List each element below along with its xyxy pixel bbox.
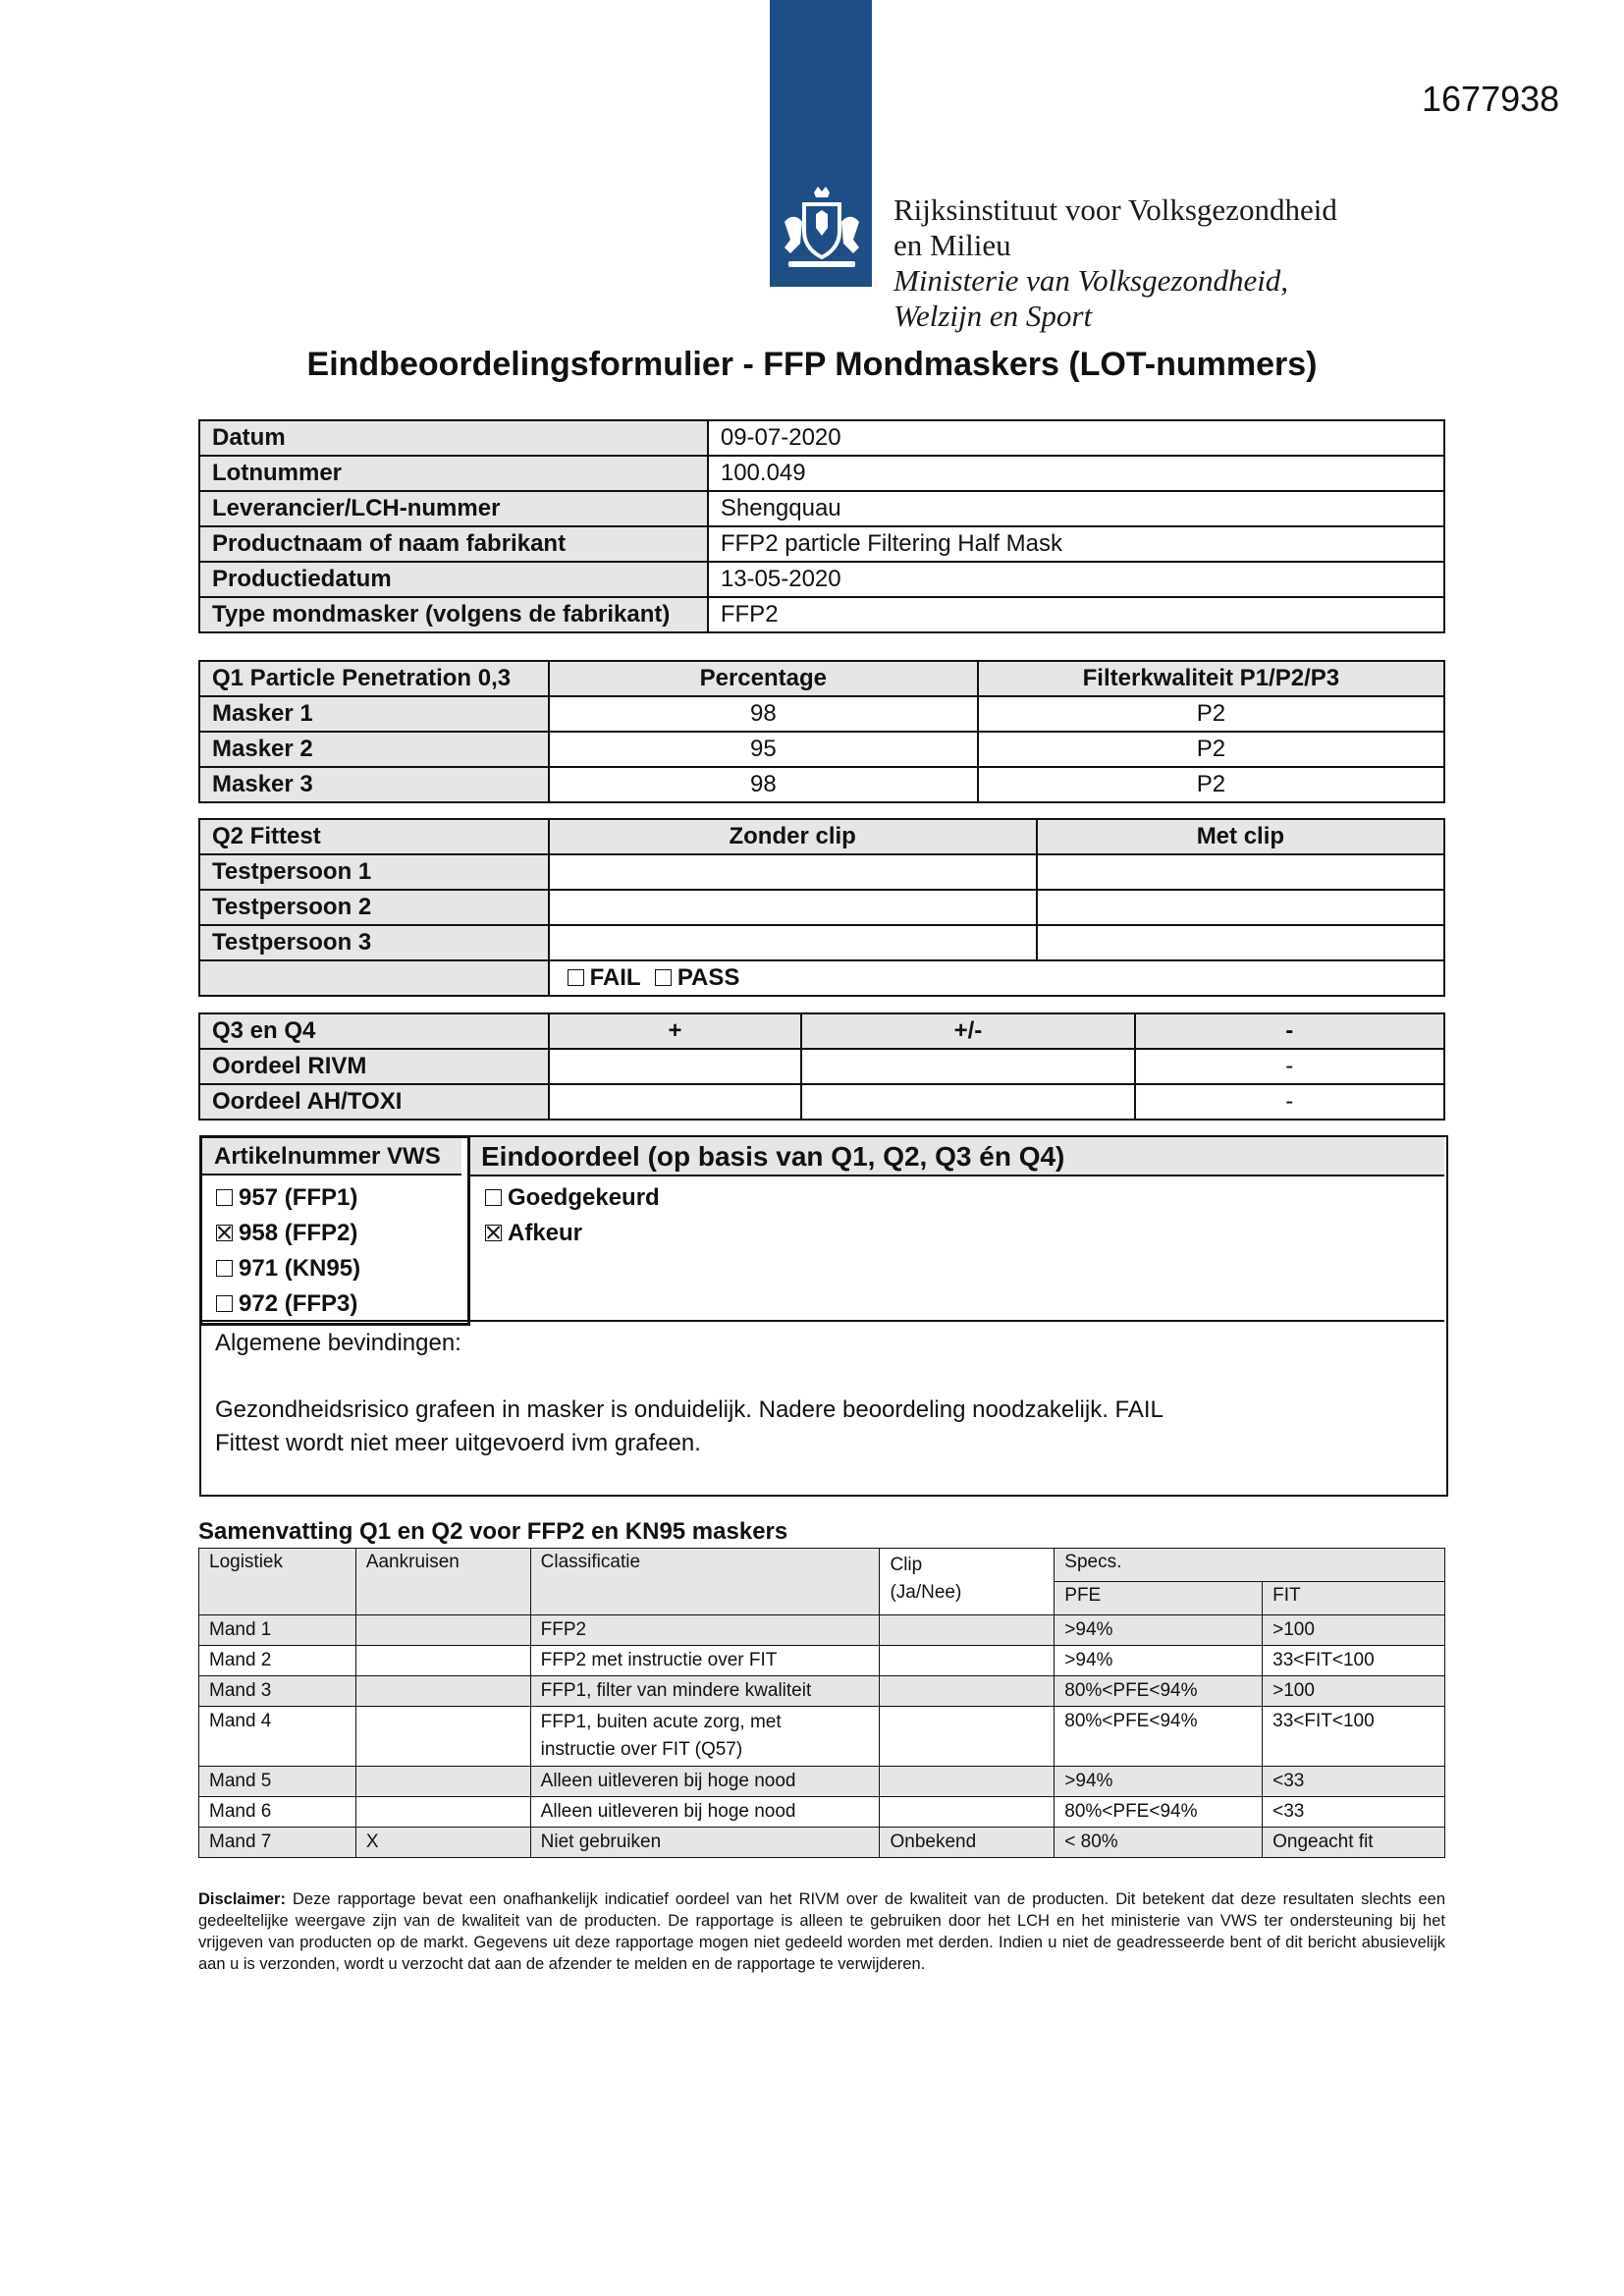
- org-name-line: en Milieu: [893, 228, 1011, 262]
- plus-cell[interactable]: [549, 1084, 802, 1120]
- info-value: 09-07-2020: [708, 420, 1444, 456]
- filter-quality-value: P2: [978, 732, 1444, 767]
- zonder-clip-cell[interactable]: [549, 925, 1037, 960]
- checkbox-icon: [216, 1189, 233, 1206]
- table-row: Mand 5 Alleen uitleveren bij hoge nood >94% <33: [199, 1767, 1445, 1797]
- coat-of-arms-icon: [775, 183, 869, 277]
- testpersoon-label: Testpersoon 1: [199, 854, 549, 890]
- info-value: FFP2 particle Filtering Half Mask: [708, 526, 1444, 562]
- artikelnummer-header: Artikelnummer VWS: [202, 1138, 461, 1175]
- summary-header: Specs.: [1055, 1549, 1445, 1582]
- info-label: Productnaam of naam fabrikant: [199, 526, 708, 562]
- q3-header: Q3 en Q4: [199, 1013, 549, 1049]
- table-row: Mand 1 FFP2 >94% >100: [199, 1615, 1445, 1646]
- checkbox-icon: [485, 1189, 502, 1206]
- info-value: 13-05-2020: [708, 562, 1444, 597]
- percentage-value: 98: [549, 767, 978, 802]
- artikel-option[interactable]: 971 (KN95): [216, 1255, 360, 1283]
- summary-header: PFE: [1055, 1582, 1263, 1615]
- met-clip-cell[interactable]: [1037, 890, 1444, 925]
- checkbox-icon: [216, 1295, 233, 1312]
- summary-header: FIT: [1263, 1582, 1445, 1615]
- q1-header: Q1 Particle Penetration 0,3: [199, 661, 549, 696]
- table-row: Mand 6 Alleen uitleveren bij hoge nood 80%<PFE<94% <33: [199, 1797, 1445, 1828]
- masker-label: Masker 1: [199, 696, 549, 732]
- q2-header: Met clip: [1037, 819, 1444, 854]
- info-label: Productiedatum: [199, 562, 708, 597]
- info-label: Datum: [199, 420, 708, 456]
- table-row: [199, 696, 1444, 732]
- fail-pass-options: [549, 960, 1444, 996]
- info-row: [199, 420, 1444, 456]
- testpersoon-label: Testpersoon 2: [199, 890, 549, 925]
- met-clip-cell[interactable]: [1037, 925, 1444, 960]
- q1-particle-table: [198, 660, 1445, 803]
- divider: [199, 1320, 1444, 1322]
- masker-label: Masker 2: [199, 732, 549, 767]
- summary-header: Logistiek: [199, 1549, 356, 1615]
- bevindingen-label: Algemene bevindingen:: [215, 1330, 461, 1356]
- filter-quality-value: P2: [978, 696, 1444, 732]
- q2-header: Zonder clip: [549, 819, 1037, 854]
- testpersoon-label: Testpersoon 3: [199, 925, 549, 960]
- eindoordeel-option[interactable]: Afkeur: [485, 1220, 582, 1247]
- table-row: [199, 854, 1444, 890]
- checkbox-icon: [216, 1260, 233, 1277]
- info-row: [199, 491, 1444, 526]
- met-clip-cell[interactable]: [1037, 854, 1444, 890]
- artikel-option[interactable]: 972 (FFP3): [216, 1290, 357, 1318]
- pass-label: PASS: [677, 964, 740, 991]
- info-value: FFP2: [708, 597, 1444, 632]
- table-row: [199, 732, 1444, 767]
- fail-label: FAIL: [589, 964, 641, 991]
- disclaimer: [198, 1888, 1445, 1975]
- table-row: [199, 890, 1444, 925]
- filter-quality-value: P2: [978, 767, 1444, 802]
- eindoordeel-header: Eindoordeel (op basis van Q1, Q2, Q3 én Q4): [467, 1137, 1444, 1176]
- product-info-table: [198, 419, 1445, 633]
- summary-table: [198, 1548, 1445, 1858]
- disclaimer-label: Disclaimer:: [198, 1890, 286, 1908]
- info-row: [199, 597, 1444, 632]
- zonder-clip-cell[interactable]: [549, 854, 1037, 890]
- checked-checkbox-icon: [216, 1225, 233, 1241]
- info-value: 100.049: [708, 456, 1444, 491]
- plusminus-cell[interactable]: [801, 1084, 1134, 1120]
- q3-header: +: [549, 1013, 802, 1049]
- q2-fittest-table: [198, 818, 1445, 997]
- summary-header: Clip (Ja/Nee): [880, 1549, 1055, 1615]
- table-row: [199, 960, 1444, 996]
- org-name-line: Rijksinstituut voor Volksgezondheid: [893, 192, 1337, 227]
- summary-header: Aankruisen: [355, 1549, 530, 1615]
- eindoordeel-option[interactable]: Goedgekeurd: [485, 1184, 660, 1212]
- artikel-option[interactable]: 957 (FFP1): [216, 1184, 357, 1212]
- table-row: Mand 3 FFP1, filter van mindere kwaliteit 80%<PFE<94% >100: [199, 1676, 1445, 1707]
- table-row: Mand 4 FFP1, buiten acute zorg, met instructie over FIT (Q57) 80%<PFE<94% 33<FIT<100: [199, 1707, 1445, 1767]
- oordeel-label: Oordeel AH/TOXI: [199, 1084, 549, 1120]
- ministry-name-line: Welzijn en Sport: [893, 299, 1093, 333]
- table-row: Mand 7 X Niet gebruiken Onbekend < 80% Ongeacht fit: [199, 1828, 1445, 1858]
- table-row: Mand 2 FFP2 met instructie over FIT >94% 33<FIT<100: [199, 1646, 1445, 1676]
- table-row: [199, 1049, 1444, 1084]
- info-value: Shengquau: [708, 491, 1444, 526]
- plusminus-cell[interactable]: [801, 1049, 1134, 1084]
- q1-header: Percentage: [549, 661, 978, 696]
- percentage-value: 95: [549, 732, 978, 767]
- info-row: [199, 562, 1444, 597]
- info-row: [199, 456, 1444, 491]
- summary-title: Samenvatting Q1 en Q2 voor FFP2 en KN95 maskers: [198, 1518, 788, 1545]
- checked-checkbox-icon: [485, 1225, 502, 1241]
- ministry-name-line: Ministerie van Volksgezondheid,: [893, 263, 1289, 298]
- info-label: Leverancier/LCH-nummer: [199, 491, 708, 526]
- q3-header: -: [1135, 1013, 1444, 1049]
- summary-header: Classificatie: [530, 1549, 880, 1615]
- info-label: Lotnummer: [199, 456, 708, 491]
- bevindingen-text: Fittest wordt niet meer uitgevoerd ivm grafeen.: [215, 1430, 701, 1456]
- pass-checkbox[interactable]: [655, 969, 672, 986]
- q3-q4-table: [198, 1012, 1445, 1121]
- document-number: 1677938: [1422, 79, 1560, 119]
- zonder-clip-cell[interactable]: [549, 890, 1037, 925]
- q2-header: Q2 Fittest: [199, 819, 549, 854]
- minus-cell: -: [1135, 1049, 1444, 1084]
- minus-cell: -: [1135, 1084, 1444, 1120]
- table-row: [199, 925, 1444, 960]
- q1-header: Filterkwaliteit P1/P2/P3: [978, 661, 1444, 696]
- percentage-value: 98: [549, 696, 978, 732]
- table-row: [199, 1084, 1444, 1120]
- info-row: [199, 526, 1444, 562]
- artikel-option[interactable]: 958 (FFP2): [216, 1220, 357, 1247]
- plus-cell[interactable]: [549, 1049, 802, 1084]
- disclaimer-text: Deze rapportage bevat een onafhankelijk indicatief oordeel van het RIVM over de kwaliteit van de producten. Dit betekent dat deze resultaten slechts een gedeeltelijke weergave zijn van de kwaliteit van de producten. De rapportage is alleen te gebruiken door het LCH en het ministerie van VWS ter ondersteuning bij het vrijgeven van producten op de markt. Gegevens uit deze rapportage mogen niet gedeeld worden met derden. Indien u niet de geadresseerde bent of dit bericht abusievelijk aan u is verzonden, wordt u verzocht dat aan de afzender te melden en de rapportage te verwijderen.: [198, 1890, 1445, 1973]
- masker-label: Masker 3: [199, 767, 549, 802]
- fail-checkbox[interactable]: [568, 969, 584, 986]
- bevindingen-text: Gezondheidsrisico grafeen in masker is onduidelijk. Nadere beoordeling noodzakelijk. FAIL: [215, 1396, 1164, 1423]
- q3-header: +/-: [801, 1013, 1134, 1049]
- oordeel-label: Oordeel RIVM: [199, 1049, 549, 1084]
- form-title: Eindbeoordelingsformulier - FFP Mondmaskers (LOT-nummers): [306, 346, 1318, 383]
- table-row: [199, 767, 1444, 802]
- info-label: Type mondmasker (volgens de fabrikant): [199, 597, 708, 632]
